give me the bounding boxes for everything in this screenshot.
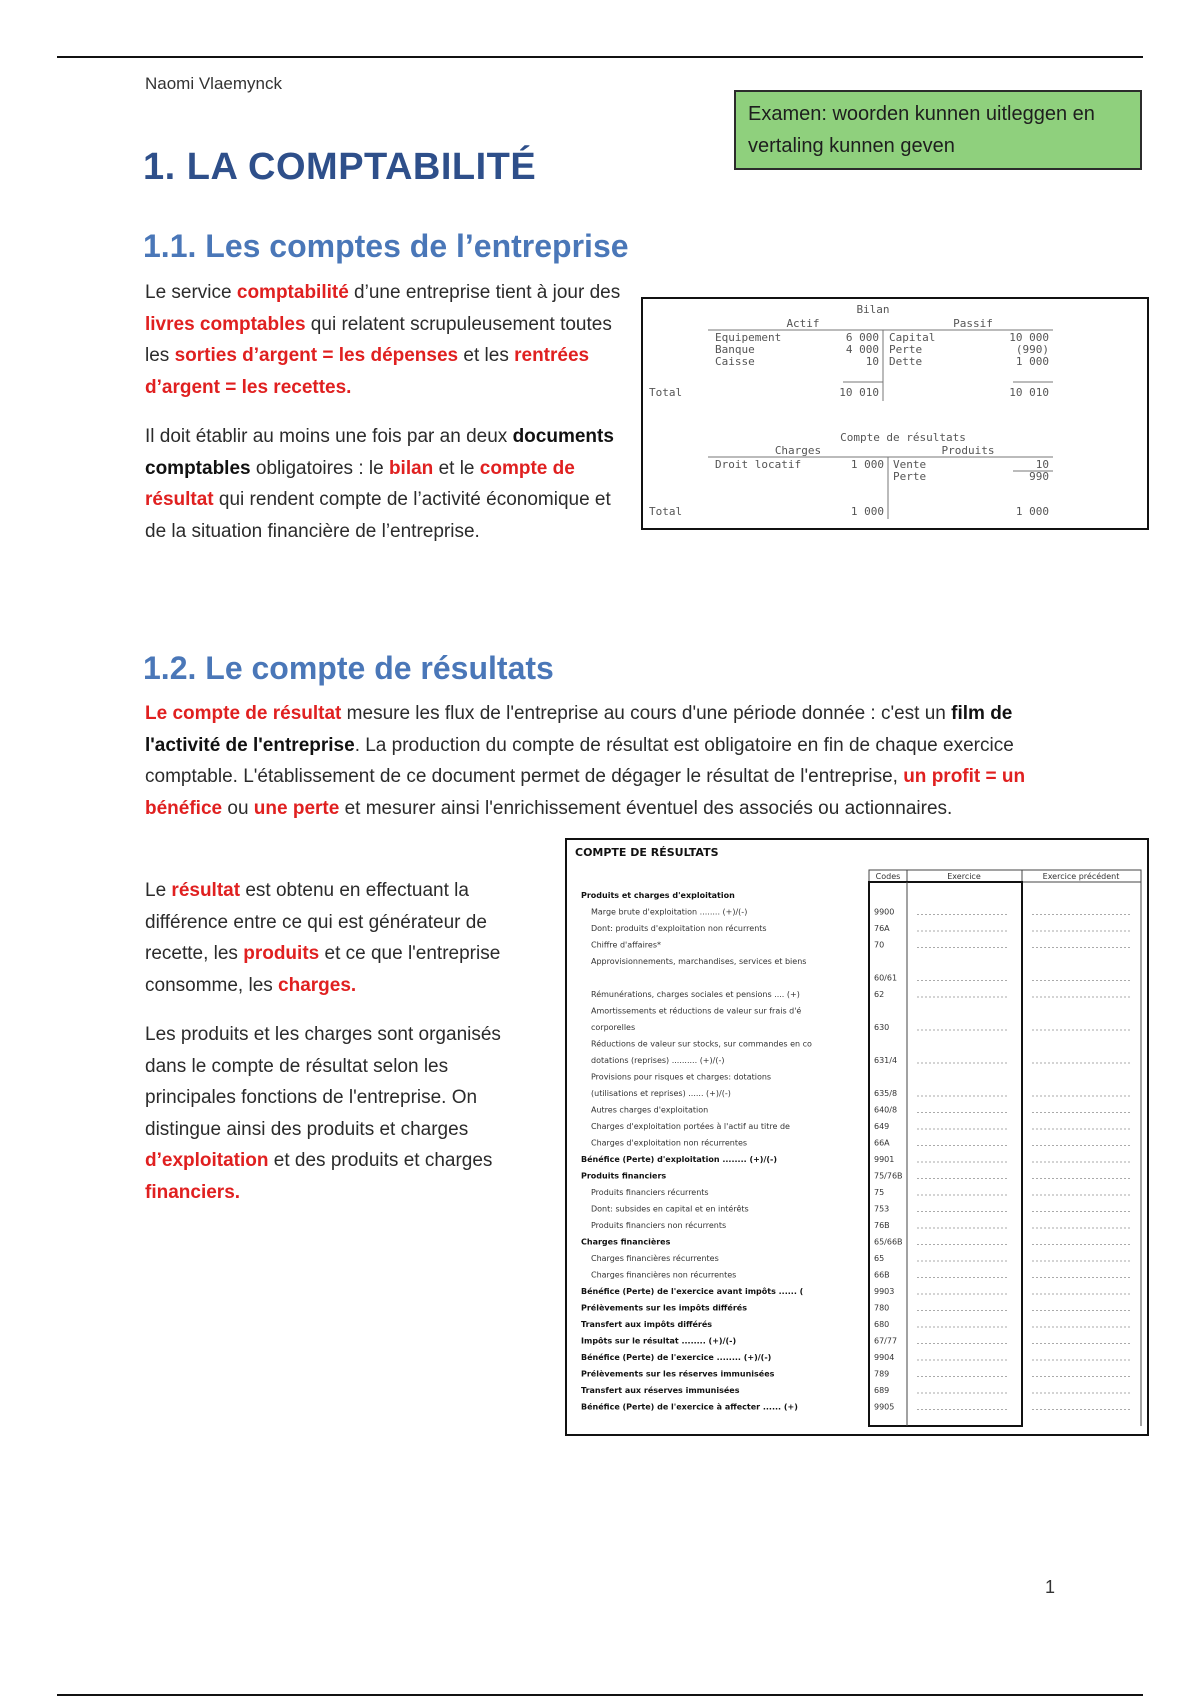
cr-row-label: Impôts sur le résultat ........ (+)/(-) [581, 1336, 737, 1346]
cr-row-code: 640/8 [874, 1105, 898, 1115]
cr-row-code: 649 [874, 1122, 890, 1131]
author-name: Naomi Vlaemynck [145, 74, 282, 93]
cr-row-code: 630 [874, 1023, 890, 1032]
bilan-actif-label-1: Equipement [715, 331, 782, 344]
cr-row-code: 9903 [874, 1287, 895, 1296]
cr-row-code: 75/76B [874, 1171, 903, 1181]
cr-produits-value-1: 10 [1035, 458, 1049, 471]
cr-row-label: Transfert aux impôts différés [581, 1320, 713, 1329]
cr-row-label: Marge brute d'exploitation ........ (+)/(-) [591, 907, 748, 917]
cr-row-label: Rémunérations, charges sociales et pensions .... (+) [591, 990, 800, 999]
cr-row-code: 631/4 [874, 1056, 898, 1065]
exam-note-box: Examen: woorden kunnen uitleggen en vertaling kunnen geven [734, 90, 1142, 170]
cr-row-code: 9901 [874, 1155, 895, 1164]
section1-heading: 1.1. Les comptes de l’entreprise [143, 228, 629, 264]
bilan-actif-value-3: 10 [865, 355, 879, 368]
cr-row-label: Prélèvements sur les réserves immunisées [581, 1369, 775, 1379]
cr-row-label: Provisions pour risques et charges: dotations [591, 1072, 772, 1082]
section2-paragraph-2: Le résultat est obtenu en effectuant la différence entre ce qui est générateur de recette, les produits et ce que l'entreprise consomme, les charges. [145, 880, 501, 996]
cr-row-code: 9900 [874, 907, 895, 917]
cr-row-label: Bénéfice (Perte) de l'exercice à affecter ...... (+) [581, 1402, 798, 1412]
cr-charges-value-1: 1 000 [850, 458, 884, 471]
cr-row-code: 789 [874, 1369, 890, 1379]
cr-produits-header: Produits [941, 444, 995, 457]
cr-row-code: 70 [874, 940, 885, 950]
cr-row-label: Produits financiers [581, 1171, 667, 1181]
cr-row-code: 680 [874, 1320, 890, 1329]
section1-paragraph-1: Le service comptabilité d’une entreprise tient à jour des livres comptables qui relatent scrupuleusement toutes les sorties d’argent = les dépenses et les rentrées d’argent = les recettes. [145, 282, 621, 398]
cr-row-code: 753 [874, 1204, 890, 1214]
bilan-actif-value-2: 4 000 [845, 343, 879, 356]
page-number: 1 [1045, 1577, 1056, 1597]
cr-col-prev: Exercice précédent [1042, 872, 1120, 881]
cr-mini-title: Compte de résultats [840, 431, 966, 444]
section1-paragraph-2: Il doit établir au moins une fois par an deux documents comptables obligatoires : le bilan et le compte de résultat qui rendent compte de l’activité économique et de la situation financière de l’entreprise. [145, 426, 614, 542]
cr-produits-value-2: 990 [1029, 470, 1049, 483]
cr-row-code: 689 [874, 1386, 890, 1395]
cr-row-code: 9904 [874, 1353, 895, 1362]
cr-row-label: Charges d'exploitation portées à l'actif au titre de [591, 1122, 790, 1131]
cr-form-title: COMPTE DE RÉSULTATS [575, 846, 719, 859]
cr-row-label: Dont: produits d'exploitation non récurrents [591, 924, 767, 933]
cr-produits-label-2: Perte [893, 470, 927, 483]
bilan-passif-value-1: 10 000 [1009, 331, 1049, 344]
cr-produits-label-1: Vente [893, 458, 927, 471]
cr-row-code: 66B [874, 1270, 890, 1280]
cr-charges-label-1: Droit locatif [715, 458, 802, 471]
cr-row-label: Charges financières [581, 1237, 671, 1247]
cr-row-label: Produits et charges d'exploitation [581, 891, 735, 900]
bilan-actif-value-1: 6 000 [845, 331, 879, 344]
cr-row-label: Chiffre d'affaires* [591, 940, 661, 950]
cr-row-label: (utilisations et reprises) ...... (+)/(-) [591, 1089, 731, 1098]
cr-row-label: Amortissements et réductions de valeur sur frais d'é [591, 1006, 802, 1016]
cr-total-charges: 1 000 [850, 505, 884, 518]
cr-row-code: 67/77 [874, 1336, 898, 1346]
cr-row-label: Produits financiers non récurrents [591, 1221, 727, 1230]
cr-row-label: Bénéfice (Perte) d'exploitation ........ (+)/(-) [581, 1155, 778, 1164]
page-title: 1. LA COMPTABILITÉ [143, 146, 537, 188]
cr-row-label: Bénéfice (Perte) de l'exercice avant impôts ...... ( [581, 1287, 804, 1296]
cr-row-label: Réductions de valeur sur stocks, sur commandes en co [591, 1039, 812, 1049]
bilan-passif-label-2: Perte [889, 343, 923, 356]
bilan-total-label: Total [649, 386, 683, 399]
cr-row-label: dotations (reprises) .......... (+)/(-) [591, 1056, 725, 1065]
cr-row-label: Produits financiers récurrents [591, 1188, 709, 1197]
cr-row-label: Prélèvements sur les impôts différés [581, 1303, 747, 1313]
cr-row-code: 76B [874, 1221, 890, 1230]
section2-paragraph-1: Le compte de résultat mesure les flux de l'entreprise au cours d'une période donnée : c'est un film de l'activité de l'entreprise. La production du compte de résultat est obligatoire en fin de chaque exercice comptable. L'établissement de ce document permet de dégager le résultat de l'entreprise, un profit = un bénéfice ou une perte et mesurer ainsi l'enrichissement éventuel des associés ou actionnaires. [145, 703, 1026, 819]
cr-row-label: corporelles [591, 1023, 636, 1032]
bottom-rule [57, 1694, 1143, 1696]
cr-row-code: 635/8 [874, 1089, 898, 1098]
cr-row-code: 62 [874, 990, 885, 999]
top-rule [57, 56, 1143, 58]
cr-row-label: Charges financières non récurrentes [591, 1270, 737, 1280]
cr-col-exercice: Exercice [947, 872, 981, 881]
bilan-passif-value-3: 1 000 [1015, 355, 1049, 368]
cr-row-label: Autres charges d'exploitation [591, 1105, 709, 1115]
cr-row-code: 780 [874, 1303, 890, 1313]
bilan-figure-svg [643, 299, 1147, 528]
cr-row-code: 75 [874, 1188, 885, 1197]
bilan-title: Bilan [856, 303, 890, 316]
bilan-actif-header: Actif [786, 317, 820, 330]
cr-charges-header: Charges [774, 444, 822, 457]
section2-paragraph-3: Les produits et les charges sont organisés dans le compte de résultat selon les principales fonctions de l'entreprise. On distingue ainsi des produits et charges d’exploitation et des produits et charges financiers. [145, 1024, 501, 1203]
bilan-passif-label-3: Dette [889, 355, 923, 368]
compte-resultats-figure [565, 838, 1149, 1436]
bilan-figure [641, 297, 1149, 530]
cr-row-label: Transfert aux réserves immunisées [581, 1386, 740, 1395]
cr-row-label: Approvisionnements, marchandises, services et biens [591, 957, 807, 966]
cr-row-label: Charges financières récurrentes [591, 1254, 719, 1263]
cr-row-code: 65/66B [874, 1237, 903, 1247]
cr-row-code: 76A [874, 924, 890, 933]
section2-heading: 1.2. Le compte de résultats [143, 650, 554, 686]
bilan-passif-label-1: Capital [889, 331, 936, 344]
bilan-total-passif: 10 010 [1009, 386, 1049, 399]
bilan-actif-label-2: Banque [715, 343, 755, 356]
cr-row-code: 65 [874, 1254, 885, 1263]
bilan-passif-value-2: (990) [1015, 343, 1049, 356]
cr-total-label: Total [649, 505, 683, 518]
bilan-total-actif: 10 010 [839, 386, 879, 399]
bilan-passif-header: Passif [953, 317, 993, 330]
cr-row-label: Bénéfice (Perte) de l'exercice ........ (+)/(-) [581, 1353, 772, 1362]
cr-row-code: 9905 [874, 1402, 895, 1412]
cr-row-code: 66A [874, 1138, 890, 1148]
cr-row-label: Charges d'exploitation non récurrentes [591, 1138, 748, 1148]
cr-total-produits: 1 000 [1015, 505, 1049, 518]
cr-row-label: Dont: subsides en capital et en intérêts [591, 1204, 749, 1214]
cr-row-code: 60/61 [874, 973, 898, 983]
compte-resultats-svg [567, 840, 1147, 1434]
bilan-actif-label-3: Caisse [715, 355, 755, 368]
cr-col-codes: Codes [875, 872, 901, 881]
